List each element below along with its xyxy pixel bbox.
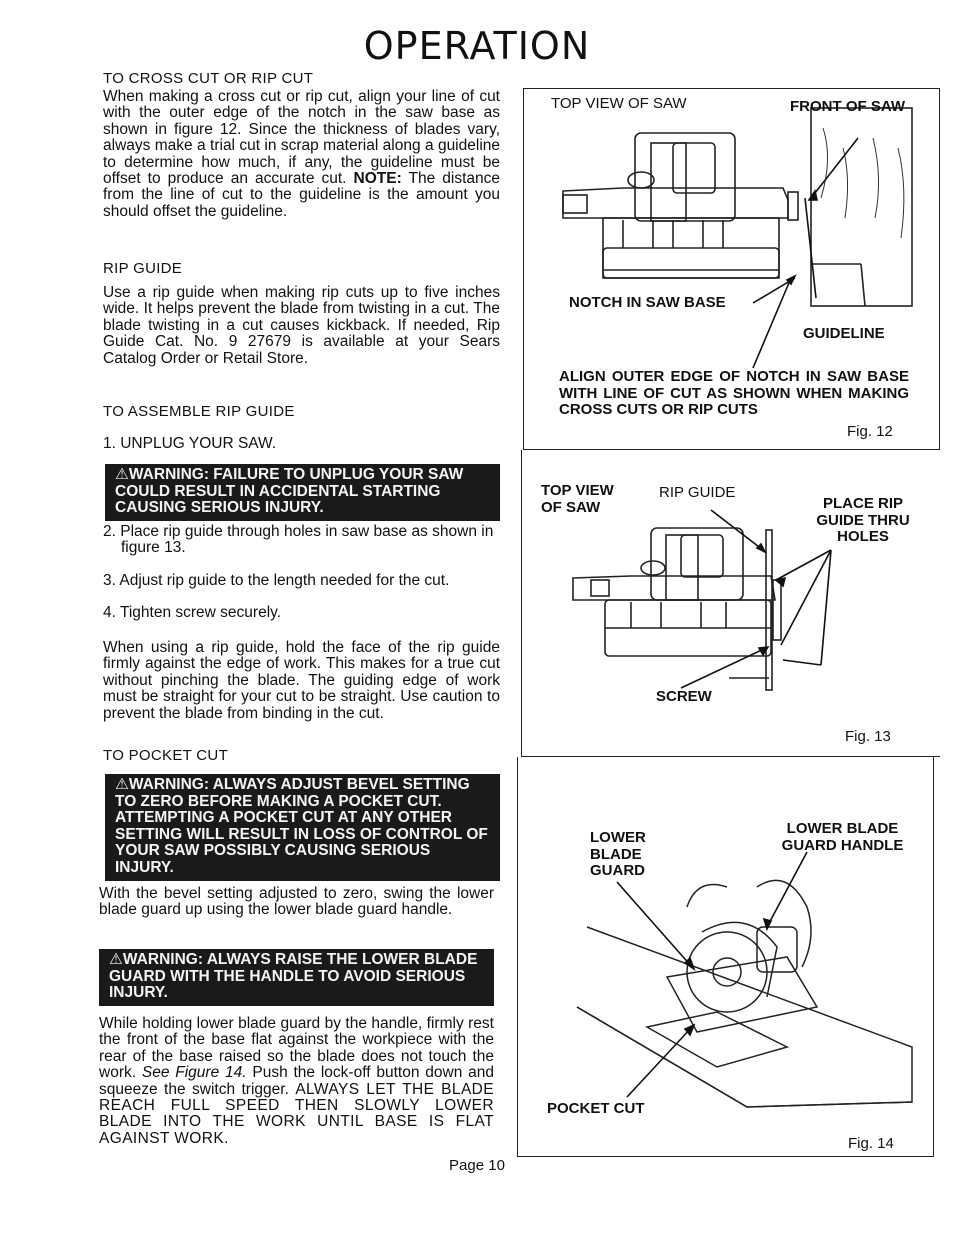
cross-cut-heading: TO CROSS CUT OR RIP CUT: [103, 70, 314, 87]
cross-cut-paragraph: When making a cross cut or rip cut, align your line of cut with the outer edge of the notch in the saw base as shown in figure 12. Since the thickness of blades vary, always make a trial cut in scrap material along a guideline to determine how much, if any, the guideline must be offset to produce an accurate cut.: [103, 88, 500, 188]
cross-cut-text: [103, 89, 500, 220]
warning-box-bevel: [105, 774, 500, 881]
pocket-cut-text-2b: Push the lock-off button down and squeeze the switch trigger.: [99, 1064, 494, 1098]
warning-triangle-icon: ⚠: [115, 776, 129, 793]
fig14-guard-handle-label: LOWER BLADE GUARD HANDLE: [781, 820, 904, 854]
fig12-guideline-label: GUIDELINE: [803, 325, 885, 342]
rip-guide-heading: RIP GUIDE: [103, 260, 183, 277]
pocket-cut-text-2a: While holding lower blade guard by the handle, firmly rest the front of the base flat against the workpiece with the rear of the base raised so the blade does not touch the work.: [99, 1015, 494, 1082]
fig13-screw-label: SCREW: [656, 688, 712, 705]
fig12-number: Fig. 12: [847, 423, 893, 440]
warning-unplug-text: WARNING: FAILURE TO UNPLUG YOUR SAW COULD RESULT IN ACCIDENTAL STARTING CAUSING SERIOUS INJURY.: [115, 466, 464, 517]
fig12-front-label: FRONT OF SAW: [790, 98, 905, 115]
rip-guide-usage-text: When using a rip guide, hold the face of the rip guide firmly against the edge of work. This makes for a true cut without pinching the blade. The guiding edge of work must be straight for your cut to be straight. Use caution to prevent the blade from binding in the cut.: [103, 639, 500, 722]
step-1: 1. UNPLUG YOUR SAW.: [103, 435, 277, 452]
fig12-top-view-label: TOP VIEW OF SAW: [551, 95, 687, 112]
step-2: 2. Place rip guide through holes in saw base as shown in figure 13.: [103, 523, 494, 557]
warning-triangle-icon: ⚠: [109, 951, 123, 968]
warning-triangle-icon: ⚠: [115, 466, 129, 483]
see-figure-ref: See Figure 14.: [141, 1064, 247, 1082]
page-number: Page 10: [449, 1157, 505, 1174]
fig12-caption: ALIGN OUTER EDGE OF NOTCH IN SAW BASE WITH LINE OF CUT AS SHOWN WHEN MAKING CROSS CUTS OR RIP CUTS: [559, 368, 909, 418]
pocket-cut-text-2: [99, 1016, 494, 1147]
fig14-lower-guard-label: LOWER BLADE GUARD: [590, 829, 646, 879]
fig12-notch-label: NOTCH IN SAW BASE: [569, 294, 726, 311]
fig13-number: Fig. 13: [845, 728, 891, 745]
figure-14-drawing: [517, 757, 934, 1157]
page-title: OPERATION: [363, 24, 591, 68]
assemble-heading: TO ASSEMBLE RIP GUIDE: [103, 403, 295, 420]
pocket-cut-text-1: With the bevel setting adjusted to zero, swing the lower blade guard up using the lower blade guard handle.: [99, 885, 494, 919]
warning-box-guard: [99, 949, 494, 1006]
note-text: The distance from the line of cut to the guideline is the amount you should offset the guideline.: [103, 170, 500, 220]
note-label: NOTE:: [353, 170, 402, 188]
step-4: 4. Tighten screw securely.: [103, 604, 282, 621]
pocket-cut-text-2-caps: ALWAYS LET THE BLADE REACH FULL SPEED THEN SLOWLY LOWER BLADE INTO THE WORK UNTIL BASE IS FLAT AGAINST WORK.: [99, 1080, 495, 1147]
pocket-cut-heading: TO POCKET CUT: [103, 747, 229, 764]
fig13-top-view-label: TOP VIEW OF SAW: [541, 482, 614, 516]
warning-box-unplug: [105, 464, 500, 521]
fig13-place-label: PLACE RIP GUIDE THRU HOLES: [816, 495, 910, 545]
step-3: 3. Adjust rip guide to the length needed for the cut.: [103, 572, 450, 589]
warning-bevel-text: WARNING: ALWAYS ADJUST BEVEL SETTING TO ZERO BEFORE MAKING A POCKET CUT. ATTEMPTING A POCKET CUT AT ANY OTHER SETTING WILL RESULT IN LOSS OF CONTROL OF YOUR SAW POSSIBLY CAUSING SERIOUS INJURY.: [115, 776, 488, 876]
fig13-rip-guide-label: RIP GUIDE: [659, 484, 736, 501]
rip-guide-text: Use a rip guide when making rip cuts up to five inches wide. It helps prevent the blade from twisting in a cut. The blade twisting in a cut causes kickback. If needed, Rip Guide Cat. No. 9 27679 is available at your Sears Catalog Order or Retail Store.: [103, 284, 500, 367]
fig14-pocket-cut-label: POCKET CUT: [547, 1100, 645, 1117]
fig14-number: Fig. 14: [848, 1135, 894, 1152]
warning-guard-text: WARNING: ALWAYS RAISE THE LOWER BLADE GUARD WITH THE HANDLE TO AVOID SERIOUS INJURY.: [109, 951, 478, 1002]
